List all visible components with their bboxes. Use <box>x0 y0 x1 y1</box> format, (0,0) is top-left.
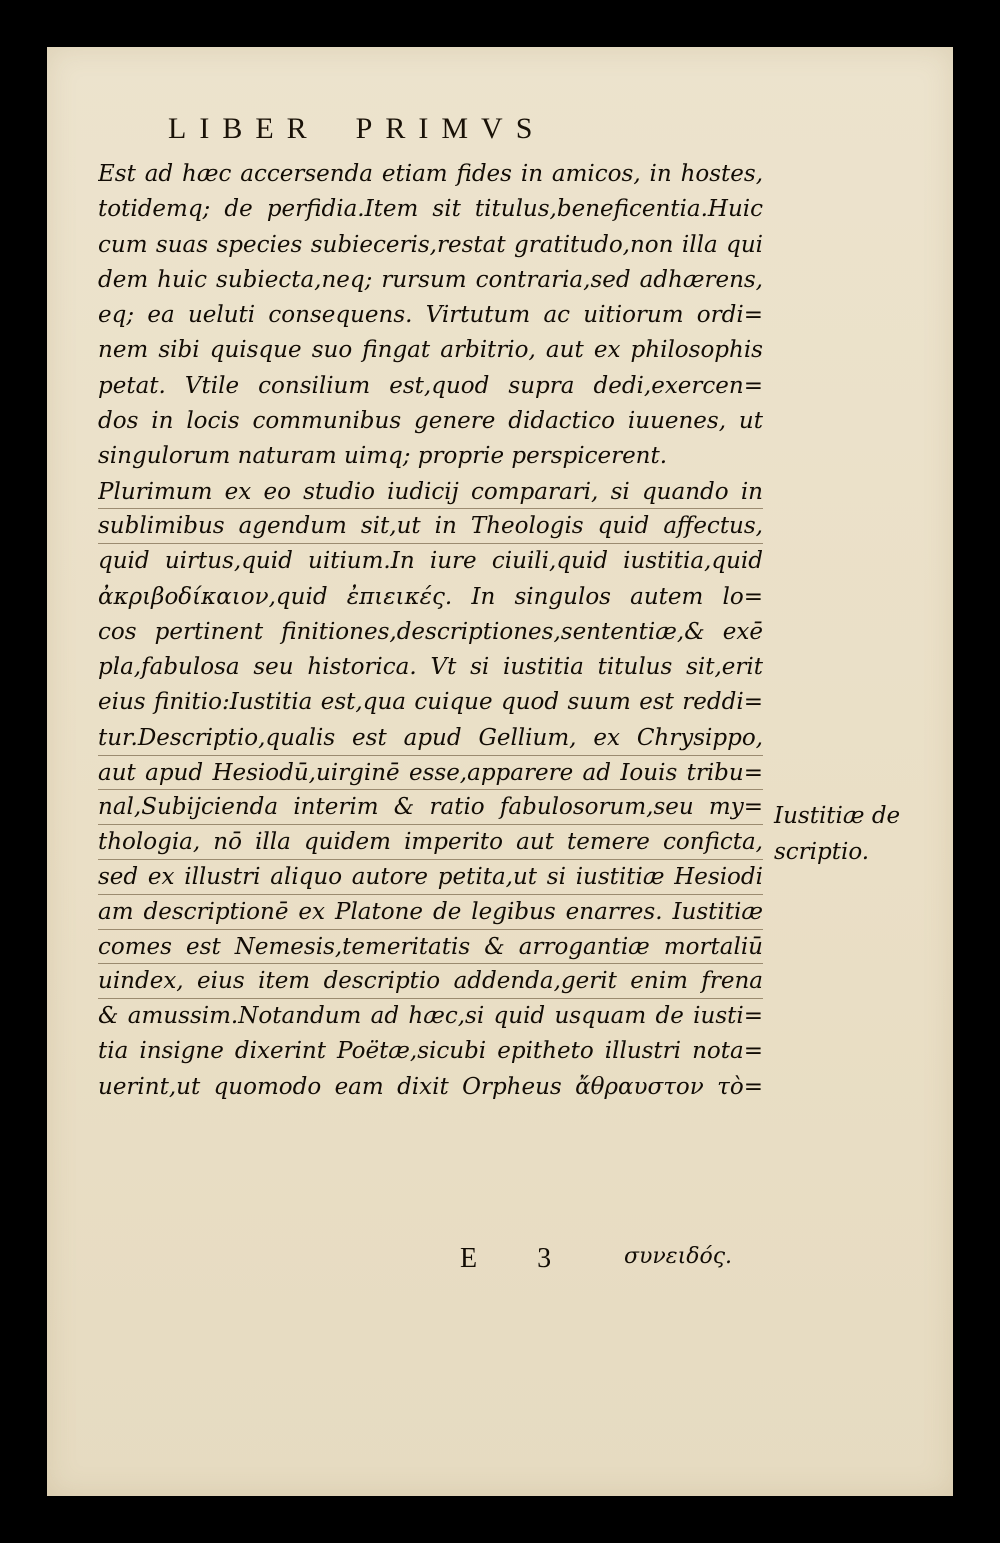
signature-letter: E <box>460 1243 478 1274</box>
main-text-block <box>98 157 763 1105</box>
text-line-underlined: sed ex illustri aliquo autore petita,ut si iustitiæ Hesiodi <box>98 860 763 895</box>
text-line: dos in locis communibus genere didactico iuuenes, ut <box>98 408 763 435</box>
running-head <box>168 112 545 146</box>
text-line: singulorum naturam uimq; proprie perspicerent. <box>98 443 668 470</box>
text-line-underlined: aut apud Hesiodū,uirginē esse,apparere ad Iouis tribu= <box>98 756 763 791</box>
text-line-underlined: uindex, eius item descriptio addenda,gerit enim frena <box>98 964 763 999</box>
text-line: petat. Vtile consilium est,quod supra dedi,exercen= <box>98 372 763 399</box>
signature-number: 3 <box>537 1243 552 1274</box>
text-line: & amussim.Notandum ad hæc,si quid usquam de iusti= <box>98 1003 763 1030</box>
text-line: nem sibi quisque suo fingat arbitrio, aut ex philosophis <box>98 337 763 364</box>
running-head-right: PRIMVS <box>355 112 546 145</box>
text-line-underlined: nal,Subijcienda interim & ratio fabulosorum,seu my= <box>98 790 763 825</box>
text-line: ἀκριβοδίκαιον,quid ἐπιεικές. In singulos autem lo= <box>98 583 763 610</box>
text-line: quid uirtus,quid uitium.In iure ciuili,quid iustitia,quid <box>98 548 763 575</box>
text-line: eius finitio:Iustitia est,qua cuique quod suum est reddi= <box>98 689 763 716</box>
text-line: cum suas species subieceris,restat gratitudo,non illa qui <box>98 231 763 258</box>
text-line-underlined: sublimibus agendum sit,ut in Theologis quid affectus, <box>98 509 763 544</box>
text-line: totidemq; de perfidia.Item sit titulus,beneficentia.Huic <box>98 196 763 223</box>
text-line: pla,fabulosa seu historica. Vt si iustitia titulus sit,erit <box>98 654 763 681</box>
marginal-note <box>774 798 900 870</box>
text-line: eq; ea ueluti consequens. Virtutum ac uitiorum ordi= <box>98 302 763 329</box>
text-line: cos pertinent finitiones,descriptiones,sententiæ,& exē <box>98 618 763 645</box>
text-line-underlined: am descriptionē ex Platone de legibus enarres. Iustitiæ <box>98 895 763 930</box>
text-line-underlined: comes est Nemesis,temeritatis & arrogantiæ mortaliū <box>98 930 763 965</box>
text-line: Est ad hæc accersenda etiam fides in amicos, in hostes, <box>98 161 763 187</box>
catchword: συνειδός. <box>624 1244 733 1269</box>
text-line: tia insigne dixerint Poëtæ,sicubi epitheto illustri nota= <box>98 1038 763 1065</box>
text-line-underlined: Plurimum ex eo studio iudicij comparari, si quando in <box>98 475 763 510</box>
text-line: uerint,ut quomodo eam dixit Orpheus ἄθραυστον τὸ= <box>98 1073 763 1100</box>
marginal-note-line: Iustitiæ de <box>774 803 901 829</box>
text-line-underlined: thologia, nō illa quidem imperito aut temere conficta, <box>98 825 763 860</box>
running-head-left: LIBER <box>168 112 320 145</box>
text-line: dem huic subiecta,neq; rursum contraria,sed adhærens, <box>98 266 763 293</box>
text-line-underlined: tur.Descriptio,qualis est apud Gellium, ex Chrysippo, <box>98 721 763 756</box>
signature-mark <box>460 1243 551 1275</box>
marginal-note-line: scriptio. <box>774 839 870 865</box>
